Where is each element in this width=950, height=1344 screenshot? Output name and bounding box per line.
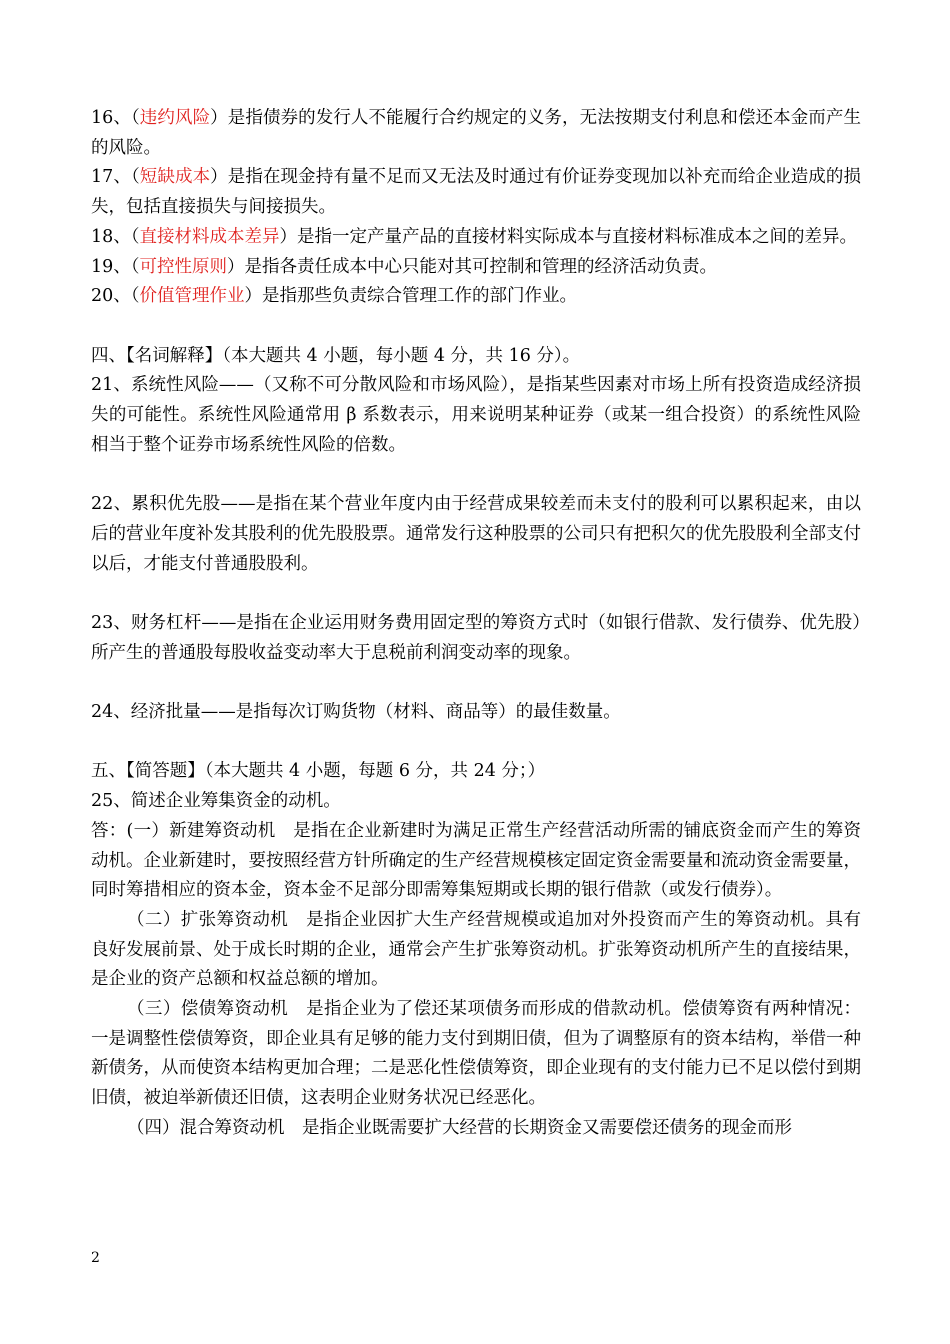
answer-paragraph-2: （二）扩张筹资动机 是指企业因扩大生产经营规模或追加对外投资而产生的筹资动机。具有良好发展前景、处于成长时期的企业，通常会产生扩张筹资动机。扩张筹资动机所产生的直接结果，是企业的资产总额和权益总额的增加。 bbox=[91, 909, 861, 990]
fill-in-item-17: 17、（短缺成本）是指在现金持有量不足而又无法及时通过有价证券变现加以补充而给企业造成的损失，包括直接损失与间接损失。 bbox=[91, 167, 861, 218]
fill-in-item-16: 16、（违约风险）是指债券的发行人不能履行合约规定的义务，无法按期支付利息和偿还本金而产生的风险。 bbox=[91, 108, 861, 158]
answer-paragraph-4: （四）混合筹资动机 是指企业既需要扩大经营的长期资金又需要偿还债务的现金而形 bbox=[127, 1117, 792, 1138]
page-content bbox=[91, 104, 861, 1144]
answer-term: 价值管理作业 bbox=[139, 286, 245, 307]
answer-term: 违约风险 bbox=[139, 108, 211, 128]
answer-term: 直接材料成本差异 bbox=[139, 226, 280, 247]
fill-in-item-19: 19、（可控性原则）是指各责任成本中心只能对其可控制和管理的经济活动负责。 bbox=[91, 256, 718, 277]
answer-term: 短缺成本 bbox=[139, 167, 211, 188]
definition-item-24: 24、经济批量——是指每次订购货物（材料、商品等）的最佳数量。 bbox=[91, 702, 621, 722]
spacer bbox=[91, 312, 861, 342]
spacer bbox=[91, 579, 861, 609]
page-number: 2 bbox=[91, 1250, 100, 1266]
fill-in-item-20: 20、（价值管理作业）是指那些负责综合管理工作的部门作业。 bbox=[91, 286, 578, 307]
definition-item-23: 23、财务杠杆——是指在企业运用财务费用固定型的筹资方式时（如银行借款、发行债券、优先股）所产生的普通股每股收益变动率大于息税前利润变动率的现象。 bbox=[91, 612, 861, 663]
question-25: 25、简述企业筹集资金的动机。 bbox=[91, 791, 341, 812]
spacer bbox=[91, 460, 861, 490]
definition-item-21: 21、系统性风险——（又称不可分散风险和市场风险），是指某些因素对市场上所有投资造成经济损失的可能性。系统性风险通常用 β 系数表示，用来说明某种证券（或某一组合投资）的系统性风险相当于整个证券市场系统性风险的倍数。 bbox=[91, 375, 861, 455]
spacer bbox=[91, 728, 861, 758]
definition-item-22: 22、累积优先股——是指在某个营业年度内由于经营成果较差而未支付的股利可以累积起来，由以后的营业年度补发其股利的优先股股票。通常发行这种股票的公司只有把积欠的优先股股利全部支付以后，才能支付普通股股利。 bbox=[91, 494, 861, 574]
section-4-heading: 四、【名词解释】（本大题共 4 小题，每小题 4 分，共 16 分）。 bbox=[91, 345, 581, 366]
answer-paragraph-1: 答：(一）新建筹资动机 是指在企业新建时为满足正常生产经营活动所需的铺底资金而产生的筹资动机。企业新建时，要按照经营方针所确定的生产经营规模核定固定资金需要量和流动资金需要量，同时筹措相应的资本金，资本金不足部分即需筹集短期或长期的银行借款（或发行债券）。 bbox=[91, 820, 861, 901]
answer-term: 可控性原则 bbox=[139, 256, 228, 277]
section-5-heading: 五、【简答题】（本大题共 4 小题，每题 6 分，共 24 分；） bbox=[91, 761, 546, 782]
answer-paragraph-3: （三）偿债筹资动机 是指企业为了偿还某项债务而形成的借款动机。偿债筹资有两种情况：一是调整性偿债筹资，即企业具有足够的能力支付到期旧债，但为了调整原有的资本结构，举借一种新债务，从而使资本结构更加合理；二是恶化性偿债筹资，即企业现有的支付能力已不足以偿付到期旧债，被迫举新债还旧债，这表明企业财务状况已经恶化。 bbox=[91, 999, 861, 1109]
spacer bbox=[91, 668, 861, 698]
fill-in-item-18: 18、（直接材料成本差异）是指一定产量产品的直接材料实际成本与直接材料标准成本之间的差异。 bbox=[91, 226, 858, 247]
